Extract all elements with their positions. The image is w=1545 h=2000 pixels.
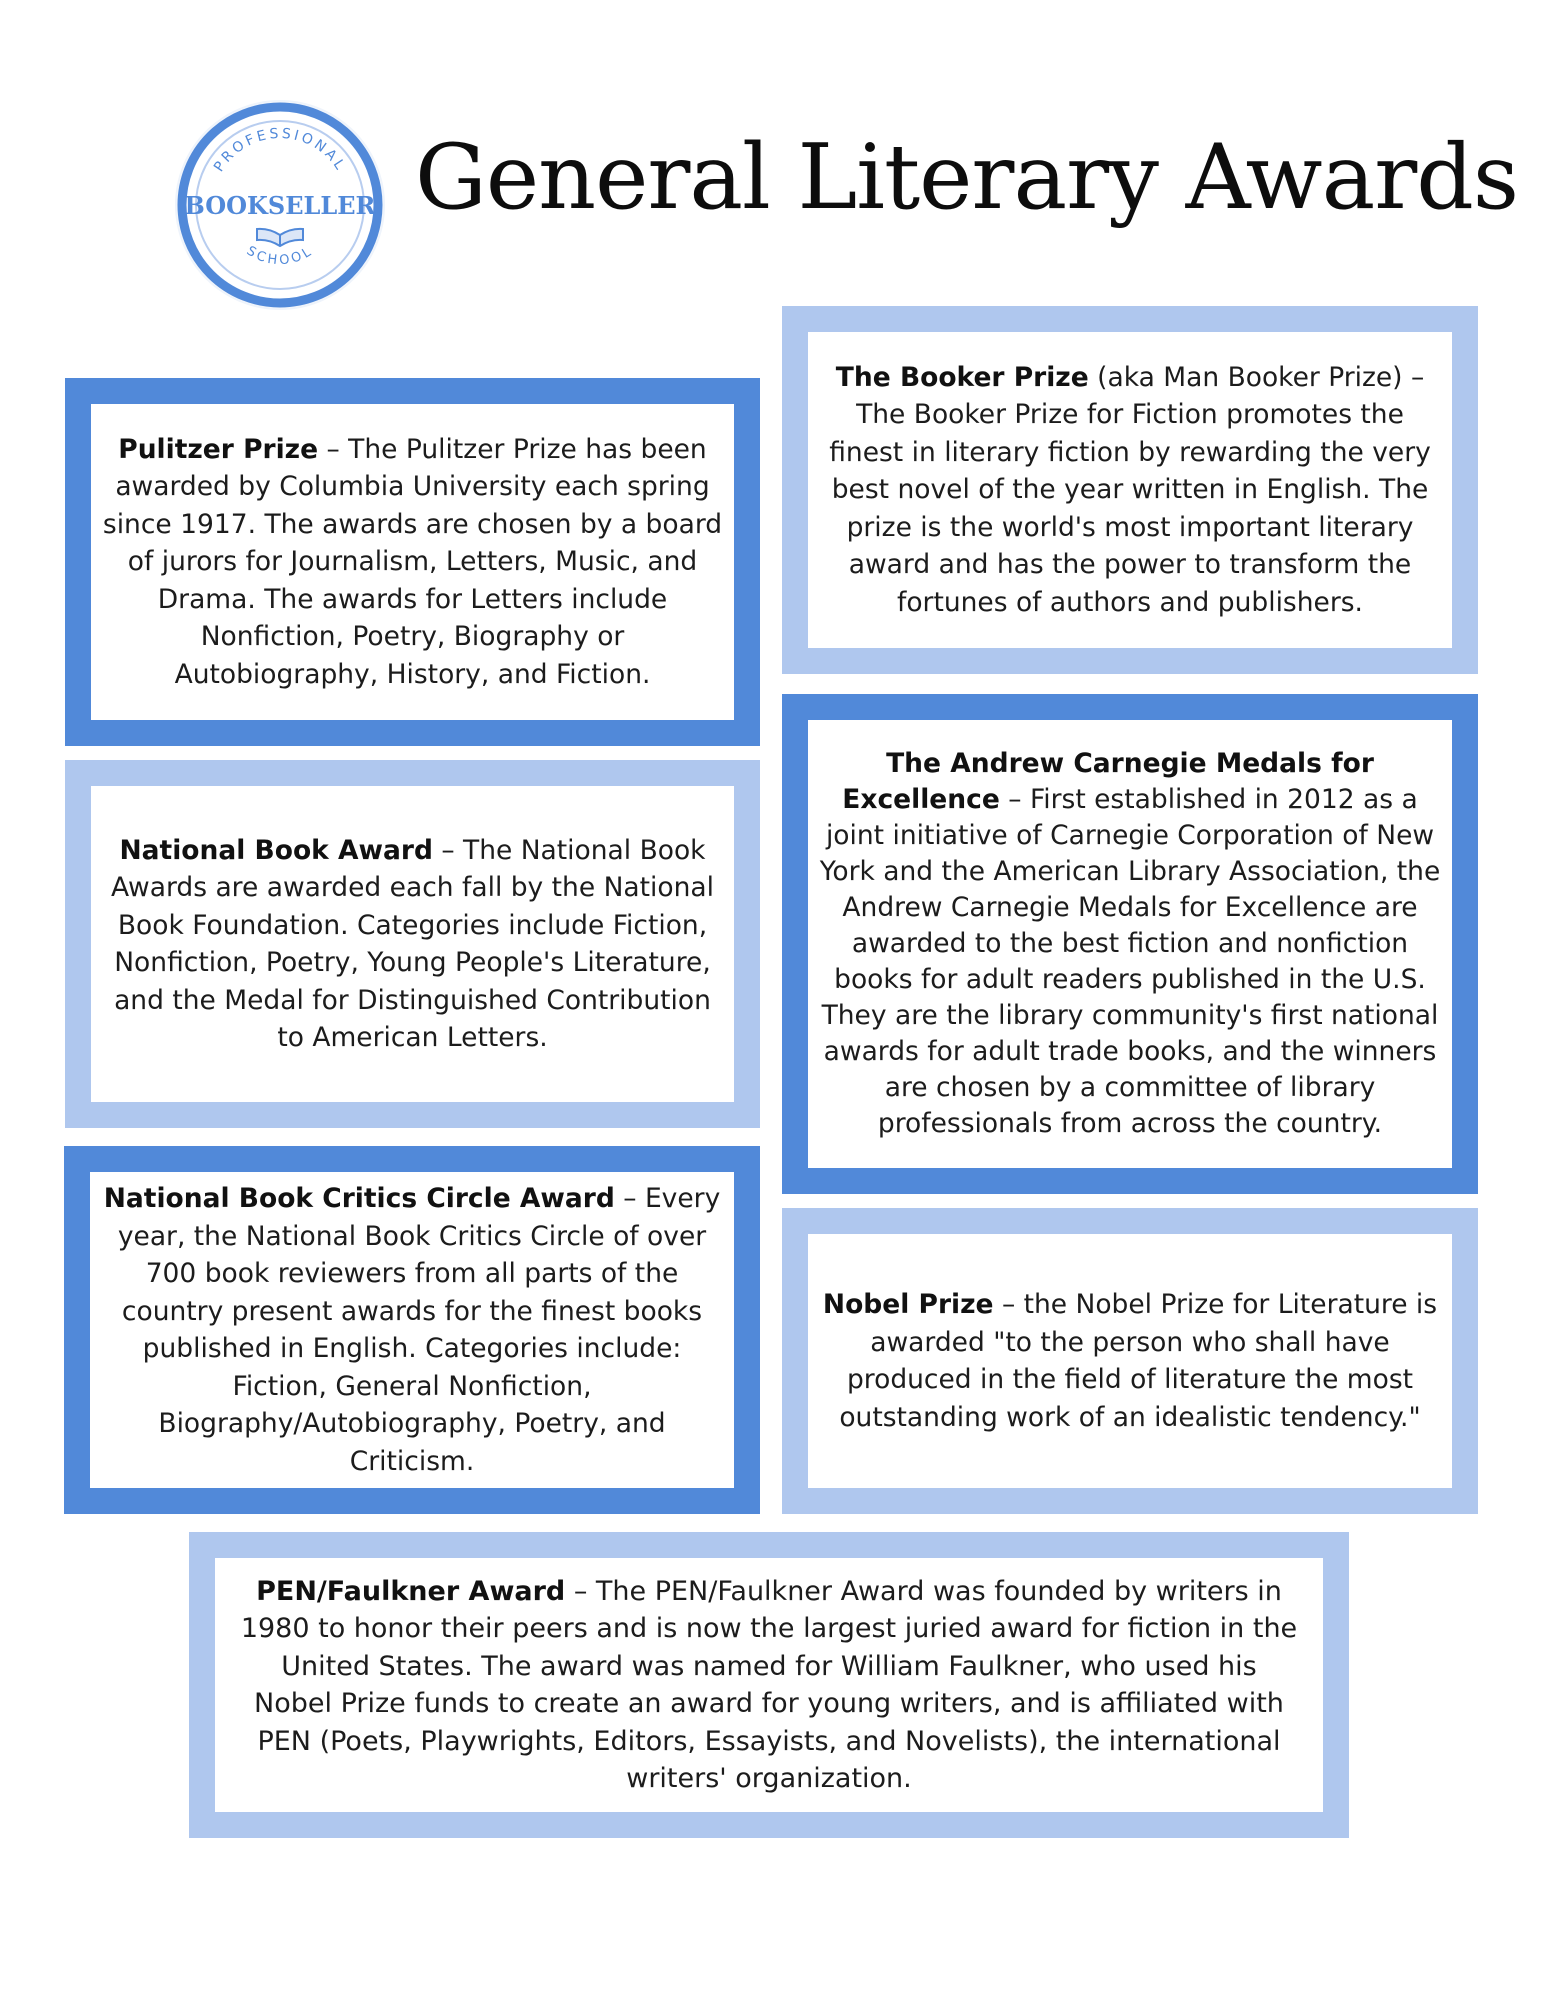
award-name: The Andrew Carnegie Medals for Excellence (842, 748, 1374, 815)
award-name: Nobel Prize (822, 1289, 994, 1320)
page-title: General Literary Awards (415, 125, 1519, 230)
card-content (808, 1234, 1452, 1488)
card-text (100, 1180, 724, 1480)
card-content (91, 786, 734, 1102)
award-description: – The PEN/Faulkner Award was founded by writers in 1980 to honor their peers and is now the largest juried award for fiction in the United States. The award was named for William Faulkner, who used his Nobel Prize funds to create an award for young writers, and is affiliated with PEN (Poets, Playwrights, Editors, Essayists, and Novelists), the international writers' organization. (240, 1575, 1298, 1794)
booker-prize-card (782, 306, 1478, 674)
card-text (818, 359, 1442, 622)
logo-main-text: BOOKSELLER (184, 191, 376, 220)
award-name: Pulitzer Prize (118, 433, 319, 465)
award-description: – the Nobel Prize for Literature is awarded "to the person who shall have produced in the field of literature the most outstanding work of an idealistic tendency." (839, 1289, 1438, 1433)
card-text (818, 746, 1442, 1142)
pulitzer-prize-card (65, 378, 760, 746)
award-name: National Book Critics Circle Award (103, 1183, 615, 1214)
card-text (239, 1573, 1299, 1798)
national-book-critics-circle-award-card (64, 1146, 760, 1514)
card-content (90, 1172, 734, 1488)
logo-top-text: PROFESSIONAL (211, 125, 349, 175)
pen-faulkner-award-card (189, 1532, 1349, 1838)
card-text (818, 1286, 1442, 1436)
award-description: – The National Book Awards are awarded each fall by the National Book Foundation. Categories include Fiction, Nonfiction, Poetry, Young People's Literature, and the Medal for Distinguished Contribution to American Letters. (111, 834, 714, 1053)
award-description: – Every year, the National Book Critics Circle of over 700 book reviewers from all parts of the country present awards for the finest books published in English. Categories include: Fiction, General Nonfiction, Biography/Autobiography, Poetry, and Criticism. (117, 1183, 721, 1477)
nobel-prize-card (782, 1208, 1478, 1514)
award-name: National Book Award (119, 834, 433, 866)
logo-seal-icon (175, 100, 385, 310)
card-content (808, 720, 1452, 1168)
card-text (101, 431, 724, 694)
award-description: – First established in 2012 as a joint initiative of Carnegie Corporation of New York and the American Library Association, the Andrew Carnegie Medals for Excellence are awarded to the best fiction and nonfiction books for adult readers published in the U.S. They are the library community's first national awards for adult trade books, and the winners are chosen by a committee of library professionals from across the country. (819, 784, 1441, 1139)
andrew-carnegie-medals-card (782, 694, 1478, 1194)
award-description: (aka Man Booker Prize) – The Booker Prize for Fiction promotes the finest in literary fiction by rewarding the very best novel of the year written in English. The prize is the world's most important literary award and has the power to transform the fortunes of authors and publishers. (829, 361, 1431, 618)
professional-bookseller-school-logo (175, 100, 385, 310)
award-description: – The Pulitzer Prize has been awarded by Columbia University each spring since 1917. The awards are chosen by a board of jurors for Journalism, Letters, Music, and Drama. The awards for Letters include Nonfiction, Poetry, Biography or Autobiography, History, and Fiction. (102, 433, 723, 690)
award-name: PEN/Faulkner Award (256, 1575, 566, 1607)
card-text (101, 832, 724, 1057)
card-content (91, 404, 734, 720)
card-content (808, 332, 1452, 648)
card-content (215, 1558, 1323, 1812)
national-book-award-card (65, 760, 760, 1128)
logo-bottom-text: SCHOOL (243, 243, 317, 269)
award-name: The Booker Prize (835, 361, 1089, 393)
open-book-icon (257, 229, 303, 246)
